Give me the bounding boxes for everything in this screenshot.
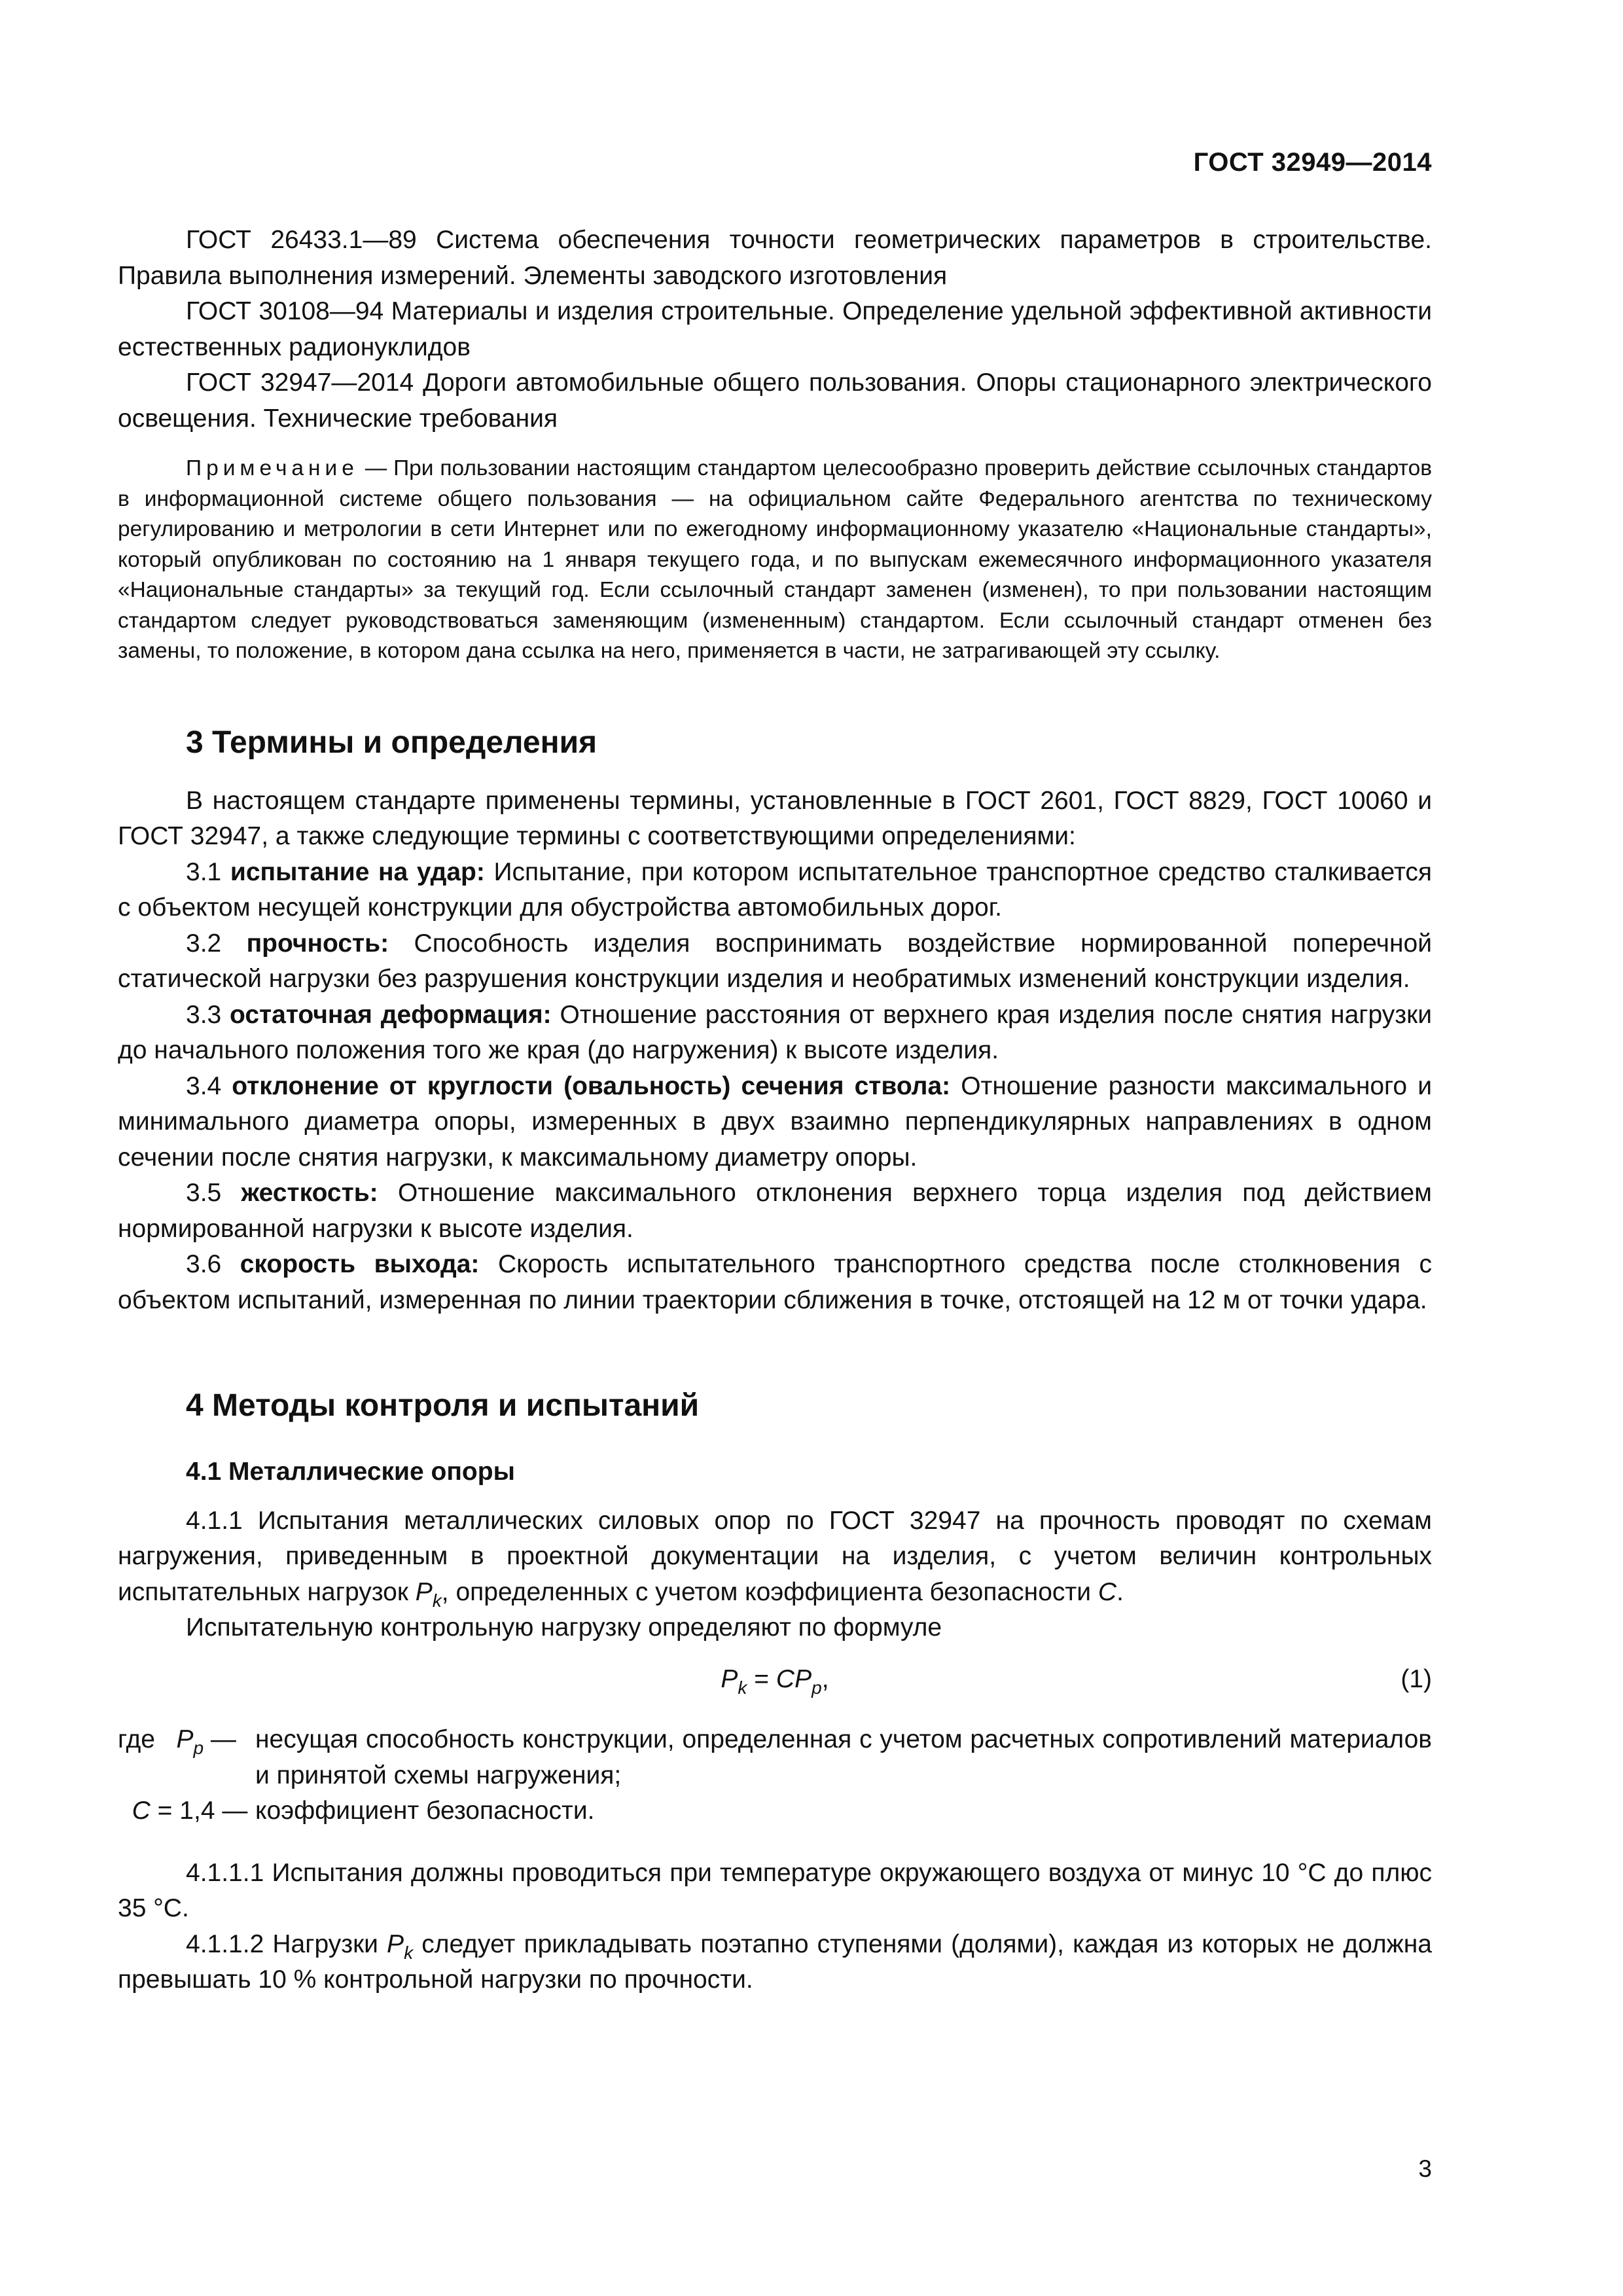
term-definition: 3.6 скорость выхода: Скорость испытательного транспортного средства после столкновения с объектом испытаний, измеренная по линии траектории сближения в точке, отстоящей на 12 м от точки удара. — [118, 1250, 1432, 1314]
term-name: жесткость: — [241, 1179, 378, 1207]
reference-item: ГОСТ 30108—94 Материалы и изделия строительные. Определение удельной эффективной активности естественных радионуклидов — [118, 297, 1432, 361]
paragraph-4-1-1-2: 4.1.1.2 Нагрузки $P_k$ следует прикладывать поэтапно ступенями (долями), каждая из которых не должна превышать 10 % контрольной нагрузки по прочности. — [118, 1929, 1432, 1994]
reference-item: ГОСТ 26433.1—89 Система обеспечения точности геометрических параметров в строительстве. Правила выполнения измерений. Элементы заводского изготовления — [118, 226, 1432, 290]
term-name: скорость выхода: — [240, 1250, 480, 1278]
term-name: отклонение от круглости (овальность) сечения ствола: — [232, 1071, 951, 1100]
formula-number: (1) — [1400, 1664, 1432, 1693]
legend-symbol: где $P_p$ — — [118, 1725, 236, 1758]
symbol-c: C — [1097, 1577, 1117, 1606]
section-3-intro: В настоящем стандарте применены термины, установленные в ГОСТ 2601, ГОСТ 8829, ГОСТ 10060 и ГОСТ 32947, а также следующие термины с соответствующими определениями: — [118, 786, 1432, 850]
legend-description: коэффициент безопасности. — [255, 1797, 595, 1825]
subsection-4-1-title: 4.1 Металлические опоры — [186, 1458, 515, 1486]
document-header: ГОСТ 32949—2014 — [1193, 148, 1432, 177]
term-name: остаточная деформация: — [230, 1000, 552, 1029]
term-definition: 3.1 испытание на удар: Испытание, при котором испытательное транспортное средство сталкивается с объектом несущей конструкции для обустройства автомобильных дорог. — [118, 857, 1432, 922]
page-content — [118, 223, 1432, 1998]
reference-item: ГОСТ 32947—2014 Дороги автомобильные общего пользования. Опоры стационарного электрического освещения. Технические требования — [118, 368, 1432, 433]
note-paragraph — [118, 454, 1432, 667]
legend-symbol: C = 1,4 — — [132, 1797, 248, 1825]
paragraph-4-1-1-1: 4.1.1.1 Испытания должны проводиться при температуре окружающего воздуха от минус 10 °С до плюс 35 °С. — [118, 1858, 1432, 1922]
term-definition: 3.5 жесткость: Отношение максимального отклонения верхнего торца изделия под действием нормированной нагрузки к высоте изделия. — [118, 1179, 1432, 1243]
term-definition: 3.2 прочность: Способность изделия воспринимать воздействие нормированной поперечной статической нагрузки без разрушения конструкции изделия и необратимых изменений конструкции изделия. — [118, 929, 1432, 993]
note-label: Примечание — [186, 456, 359, 480]
formula-1 — [118, 1662, 1432, 1698]
formula-expression: $P_k = CP_p$, — [721, 1664, 829, 1698]
paragraph-4-1-1: 4.1.1 Испытания металлических силовых опор по ГОСТ 32947 на прочность проводят по схемам нагружения, приведенным в проектной документации на изделия, с учетом величин контрольных испытательных нагрузок $P_k$, определенных с учетом коэффициента безопасности C. — [118, 1506, 1432, 1611]
symbol-p: P — [415, 1577, 433, 1606]
term-name: прочность: — [246, 929, 389, 958]
legend-description: несущая способность конструкции, определенная с учетом расчетных сопротивлений материалов и принятой схемы нагружения; — [255, 1725, 1432, 1789]
section-4-title: 4 Методы контроля и испытаний — [186, 1388, 700, 1423]
term-definition: 3.4 отклонение от круглости (овальность) сечения ствола: Отношение разности максимального и минимального диаметра опоры, измеренных в двух взаимно перпендикулярных направлениях в одном сечении после снятия нагрузки, к максимальному диаметру опоры. — [118, 1071, 1432, 1172]
formula-legend — [118, 1722, 1432, 1829]
formula-intro: Испытательную контрольную нагрузку определяют по формуле — [186, 1613, 942, 1641]
term-definition: 3.3 остаточная деформация: Отношение расстояния от верхнего края изделия после снятия нагрузки до начального положения того же края (до нагружения) к высоте изделия. — [118, 1000, 1432, 1064]
note-text: — При пользовании настоящим стандартом целесообразно проверить действие ссылочных стандартов в информационной системе общего пользования — на официальном сайте Федерального агентства по техническому регулированию и метрологии в сети Интернет или по ежегодному информационному указателю «Национальные стандарты», который опубликован по состоянию на 1 января текущего года, и по выпускам ежемесячного информационного указателя «Национальные стандарты» за текущий год. Если ссылочный стандарт заменен (изменен), то при пользовании настоящим стандартом следует руководствоваться заменяющим (измененным) стандартом. Если ссылочный стандарт отменен без замены, то положение, в котором дана ссылка на него, применяется в части, не затрагивающей эту ссылку. — [118, 456, 1432, 663]
term-name: испытание на удар: — [230, 857, 485, 886]
page-number: 3 — [1418, 2155, 1432, 2182]
section-3-title: 3 Термины и определения — [186, 725, 597, 760]
